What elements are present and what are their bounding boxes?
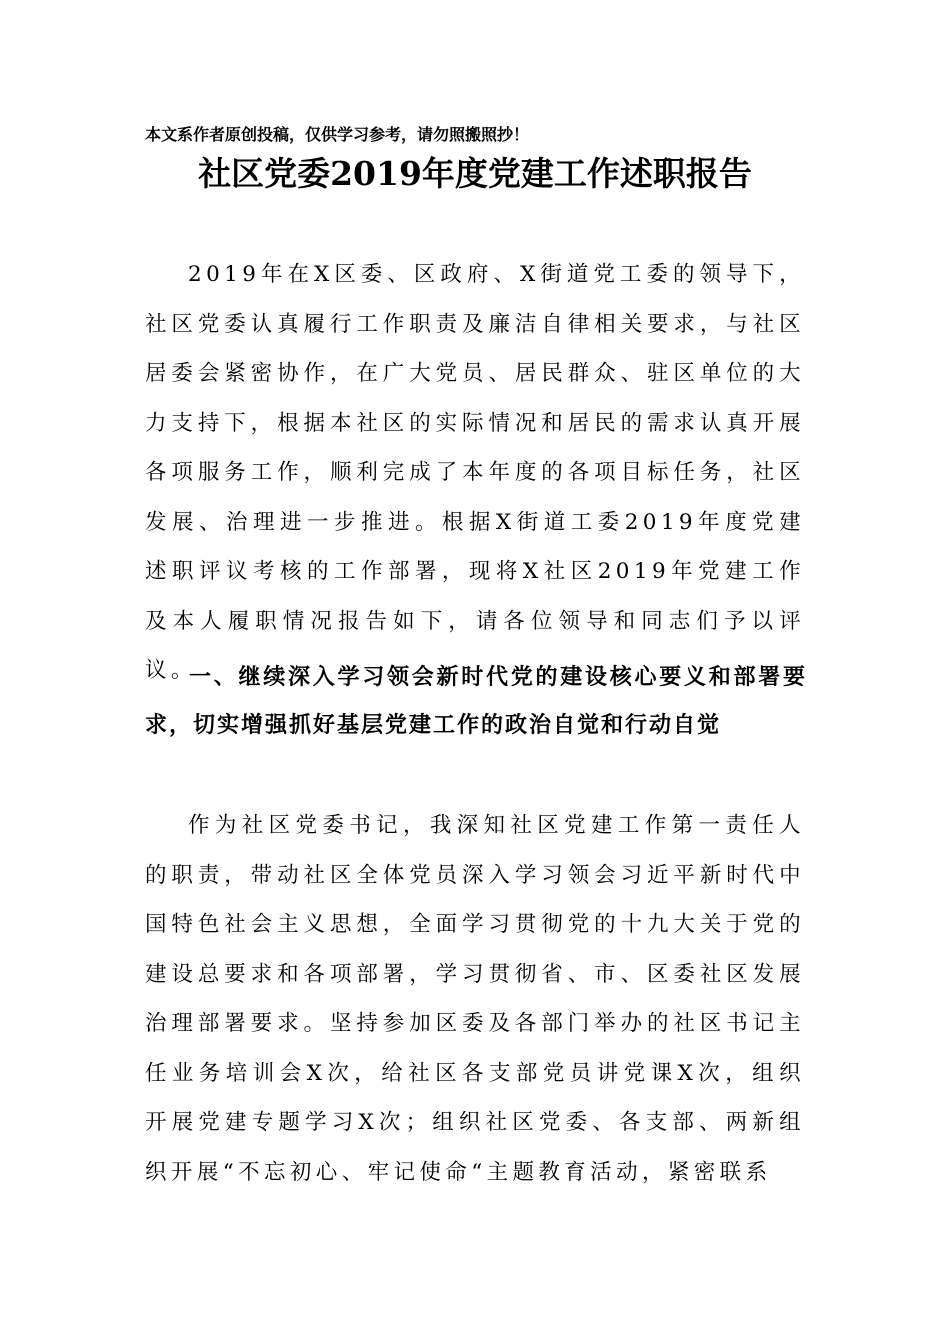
section-heading-1: 一、继续深入学习领会新时代党的建设核心要义和部署要求，切实增强抓好基层党建工作的政治自觉和行动自觉 <box>145 665 807 738</box>
intro-paragraph: 2019年在X区委、区政府、X街道党工委的领导下，社区党委认真履行工作职责及廉洁自律相关要求，与社区居委会紧密协作，在广大党员、居民群众、驻区单位的大力支持下，根据本社区的实际情况和居民的需求认真开展各项服务工作，顺利完成了本年度的各项目标任务，社区发展、治理进一步推进。根据X街道工委2019年度党建述职评议考核的工作部署，现将X社区2019年党建工作及本人履职情况报告如下，请各位领导和同志们予以评议。 <box>145 262 805 683</box>
document-title: 社区党委2019年度党建工作述职报告 <box>198 154 752 193</box>
section-1-paragraph: 作为社区党委书记，我深知社区党建工作第一责任人的职责，带动社区全体党员深入学习领会习近平新时代中国特色社会主义思想，全面学习贯彻党的十九大关于党的建设总要求和各项部署，学习贯彻省、市、区委社区发展治理部署要求。坚持参加区委及各部门举办的社区书记主任业务培训会X次，给社区各支部党员讲党课X次，组织开展党建专题学习X次；组织社区党委、各支部、两新组织开展“不忘初心、牢记使命“主题教育活动，紧密联系 <box>145 813 805 1185</box>
copyright-notice: 本文系作者原创投稿，仅供学习参考，请勿照搬照抄！ <box>145 125 530 144</box>
